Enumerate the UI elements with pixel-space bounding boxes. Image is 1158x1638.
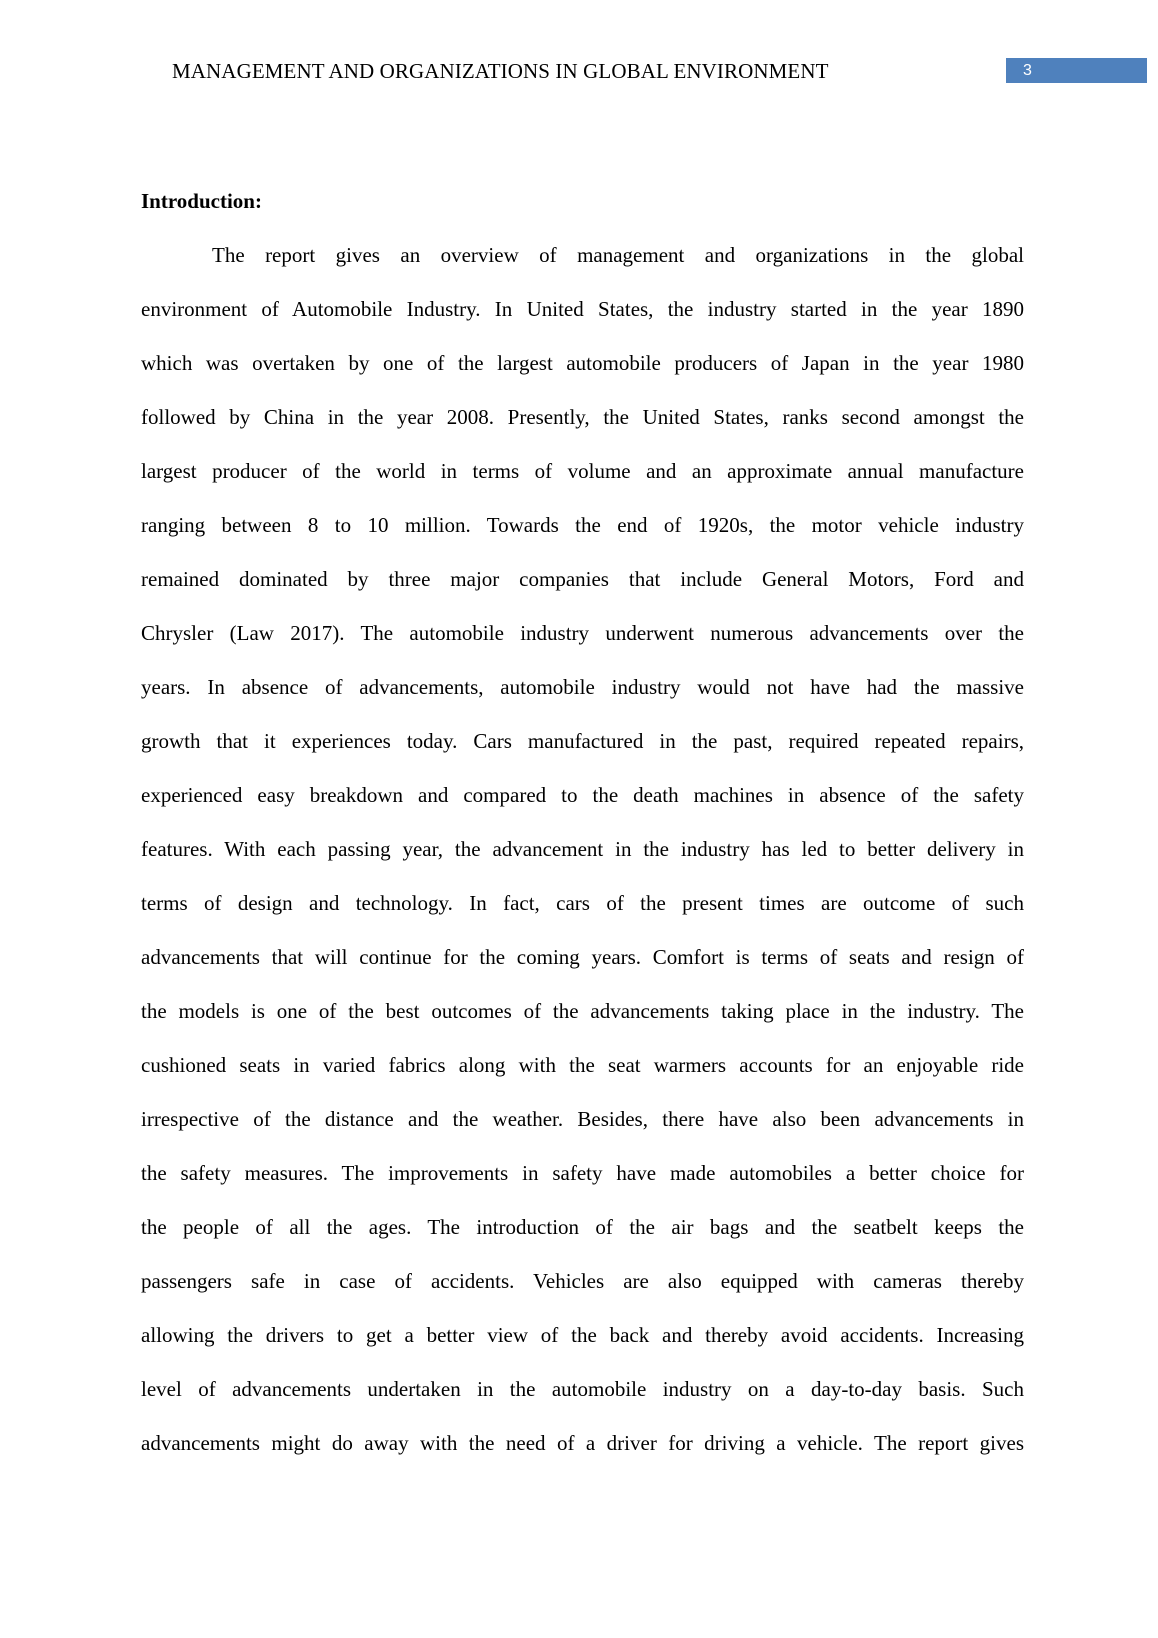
paragraph-line: remained dominated by three major companies that include General Motors, Ford and — [141, 567, 1024, 591]
paragraph-line: environment of Automobile Industry. In United States, the industry started in the year 1890 — [141, 297, 1024, 321]
paragraph-line: irrespective of the distance and the weather. Besides, there have also been advancements in — [141, 1107, 1024, 1131]
paragraph-line: the safety measures. The improvements in safety have made automobiles a better choice for — [141, 1161, 1024, 1185]
paragraph-line: level of advancements undertaken in the automobile industry on a day-to-day basis. Such — [141, 1377, 1024, 1401]
paragraph-line: experienced easy breakdown and compared to the death machines in absence of the safety — [141, 783, 1024, 807]
paragraph-line: passengers safe in case of accidents. Vehicles are also equipped with cameras thereby — [141, 1269, 1024, 1293]
running-header-title: MANAGEMENT AND ORGANIZATIONS IN GLOBAL ENVIRONMENT — [172, 59, 829, 83]
paragraph-line: ranging between 8 to 10 million. Towards the end of 1920s, the motor vehicle industry — [141, 513, 1024, 537]
paragraph-line: advancements that will continue for the coming years. Comfort is terms of seats and resign of — [141, 945, 1024, 969]
paragraph-line: years. In absence of advancements, automobile industry would not have had the massive — [141, 675, 1024, 699]
paragraph-line: largest producer of the world in terms of volume and an approximate annual manufacture — [141, 459, 1024, 483]
paragraph-line: cushioned seats in varied fabrics along with the seat warmers accounts for an enjoyable ride — [141, 1053, 1024, 1077]
introduction-paragraph — [141, 240, 1024, 1482]
paragraph-line: followed by China in the year 2008. Presently, the United States, ranks second amongst the — [141, 405, 1024, 429]
paragraph-line: terms of design and technology. In fact, cars of the present times are outcome of such — [141, 891, 1024, 915]
paragraph-line: the people of all the ages. The introduction of the air bags and the seatbelt keeps the — [141, 1215, 1024, 1239]
paragraph-line: Chrysler (Law 2017). The automobile industry underwent numerous advancements over the — [141, 621, 1024, 645]
paragraph-line: features. With each passing year, the advancement in the industry has led to better delivery in — [141, 837, 1024, 861]
paragraph-line: allowing the drivers to get a better view of the back and thereby avoid accidents. Increasing — [141, 1323, 1024, 1347]
page-number: 3 — [1023, 62, 1032, 79]
section-heading: Introduction: — [141, 189, 262, 213]
paragraph-line: which was overtaken by one of the largest automobile producers of Japan in the year 1980 — [141, 351, 1024, 375]
paragraph-line: The report gives an overview of management and organizations in the global — [212, 243, 1024, 267]
paragraph-line: the models is one of the best outcomes of the advancements taking place in the industry. The — [141, 999, 1024, 1023]
paragraph-line: growth that it experiences today. Cars manufactured in the past, required repeated repairs, — [141, 729, 1024, 753]
paragraph-line: advancements might do away with the need of a driver for driving a vehicle. The report gives — [141, 1431, 1024, 1455]
page-number-badge — [1006, 58, 1147, 83]
